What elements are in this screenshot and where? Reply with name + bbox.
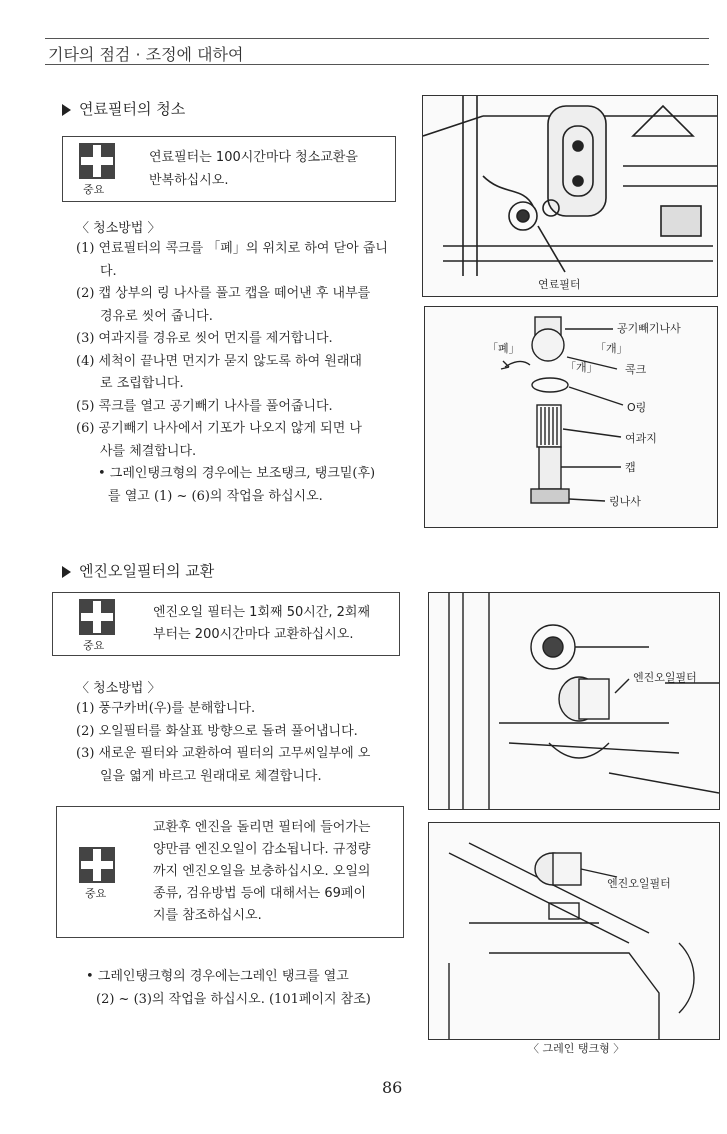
important-text-line: 까지 엔진오일을 보충하십시오. 오일의 — [153, 864, 371, 879]
figure-grain-tank-type — [428, 822, 720, 1040]
section-heading-fuel-filter — [62, 98, 185, 119]
important-text-line: 종류, 검유방법 등에 대해서는 69페이 — [153, 886, 367, 901]
step-line: (2) 캡 상부의 링 나사를 풀고 캡을 떼어낸 후 내부를 — [76, 286, 371, 301]
important-box-2 — [52, 592, 400, 656]
header-bottom-rule — [45, 64, 709, 65]
section-heading-oil-filter — [62, 560, 214, 581]
figure-caption-grain-tank: 〈 그레인 탱크형 〉 — [528, 1042, 625, 1055]
important-text-line: 지를 참조하십시오. — [153, 908, 262, 923]
label-cap: 캡 — [625, 461, 636, 474]
step-line: (4) 세척이 끝나면 먼지가 묻지 않도록 하여 원래대 — [76, 353, 362, 369]
oil-filter-steps — [76, 698, 398, 788]
fuel-filter-mount-drawing — [423, 96, 717, 296]
method-title-2: 〈 청소방법 〉 — [76, 681, 161, 696]
important-cross-icon — [79, 847, 115, 883]
important-tag: 중요 — [85, 887, 107, 900]
label-ring-screw: 링나사 — [609, 495, 641, 508]
step-line: 경유로 씻어 줍니다. — [100, 308, 213, 324]
engine-oil-filter-drawing — [429, 593, 719, 809]
step-line: (5) 콕크를 열고 공기빼기 나사를 풀어줍니다. — [76, 398, 333, 414]
triangle-bullet-icon — [62, 566, 71, 578]
label-open: 「개」 — [595, 342, 628, 355]
fuel-filter-steps — [76, 238, 398, 508]
step-line: 사를 체결합니다. — [100, 443, 197, 459]
triangle-bullet-icon — [62, 104, 71, 116]
bullet-note-line: (2) ~ (3)의 작업을 하십시오. (101페이지 참조) — [96, 992, 371, 1007]
important-tag: 중요 — [83, 639, 105, 652]
important-box — [62, 136, 396, 202]
step-line: (2) 오일필터를 화살표 방향으로 돌려 풀어냅니다. — [76, 723, 358, 739]
section-heading-text: 엔진오일필터의 교환 — [79, 562, 215, 580]
header-top-rule — [45, 38, 709, 39]
figure-fuel-filter-mount — [422, 95, 718, 297]
important-tag: 중요 — [83, 183, 105, 196]
step-line: 로 조립합니다. — [100, 376, 184, 391]
figure-label-engine-oil-filter-2: 엔진오일필터 — [607, 877, 671, 890]
important-text-line: 반복하십시오. — [149, 173, 229, 188]
figure-label-fuel-filter: 연료필터 — [538, 278, 581, 291]
label-element: 여과지 — [625, 432, 657, 445]
important-text-line: 양만큼 엔진오일이 감소됩니다. 규정량 — [153, 842, 371, 857]
figure-label-engine-oil-filter: 엔진오일필터 — [633, 671, 697, 684]
step-line: (1) 풍구카버(우)를 분해합니다. — [76, 701, 256, 716]
step-line: • 그레인탱크형의 경우에는 보조탱크, 탱크밑(후) — [98, 466, 376, 481]
label-close: 「폐」 — [487, 342, 520, 355]
page-number: 86 — [382, 1078, 403, 1097]
step-line: (3) 여과지를 경유로 씻어 먼지를 제거합니다. — [76, 331, 333, 346]
section-heading-text: 연료필터의 청소 — [79, 100, 186, 118]
label-air-screw: 공기빼기나사 — [617, 322, 681, 335]
important-text-line: 부터는 200시간마다 교환하십시오. — [153, 627, 354, 642]
label-cock: 콕크 — [625, 363, 647, 376]
figure-fuel-filter-exploded — [424, 306, 718, 528]
important-text-line: 엔진오일 필터는 1회째 50시간, 2회째 — [153, 605, 370, 620]
step-line: 다. — [100, 263, 117, 279]
method-title: 〈 청소방법 〉 — [76, 221, 161, 236]
important-box-3 — [56, 806, 404, 938]
grain-tank-drawing — [429, 823, 719, 1039]
page-header-title: 기타의 점검 · 조정에 대하여 — [48, 45, 244, 64]
step-line: 를 열고 (1) ~ (6)의 작업을 하십시오. — [108, 488, 323, 504]
important-text-line: 교환후 엔진을 돌리면 필터에 들어가는 — [153, 820, 371, 835]
fuel-filter-exploded-drawing — [425, 307, 717, 527]
label-oring: O링 — [627, 401, 647, 414]
step-line: (3) 새로운 필터와 교환하여 필터의 고무씨일부에 오 — [76, 746, 371, 761]
important-text-line: 연료필터는 100시간마다 청소교환을 — [149, 150, 358, 165]
figure-engine-oil-filter — [428, 592, 720, 810]
important-cross-icon — [79, 599, 115, 635]
step-line: (1) 연료필터의 콕크를 「폐」의 위치로 하여 닫아 줍니 — [76, 241, 388, 256]
important-cross-icon — [79, 143, 115, 179]
bullet-note-line: • 그레인탱크형의 경우에는그레인 탱크를 열고 — [86, 969, 349, 984]
step-line: 일을 엷게 바르고 원래대로 체결합니다. — [100, 768, 322, 784]
label-open-2: 「개」 — [565, 361, 598, 374]
step-line: (6) 공기빼기 나사에서 기포가 나오지 않게 되면 나 — [76, 421, 362, 436]
